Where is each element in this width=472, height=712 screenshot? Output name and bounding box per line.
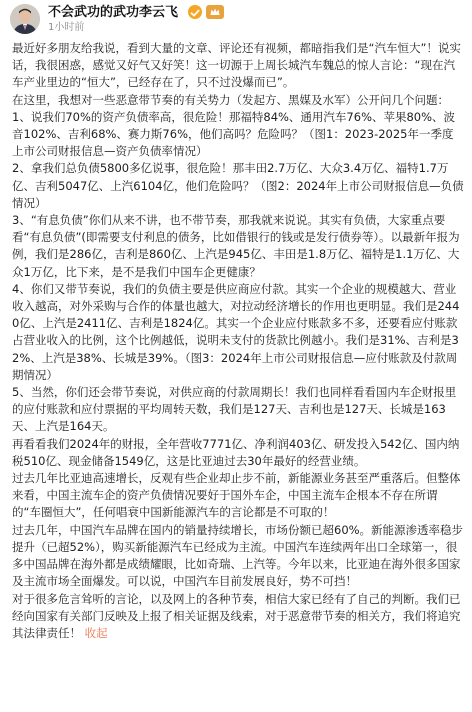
post-time: 1小时前 xyxy=(48,22,85,33)
post-paragraph-text: 对于很多危言耸听的言论，以及网上的各种节奏，相信大家已经有了自己的判断。我们已经向国家有关部门反映及上报了相关证据及线索，对于恶意带节奏的相关方，我们将追究其法律责任！ xyxy=(12,591,461,640)
post-paragraph: 再看看我们2024年的财报，全年营收7771亿、净利润403亿、研发投入542亿、国内纳税510亿、现金储备1549亿，这是比亚迪过去30年最好的经营业绩。 xyxy=(12,436,460,468)
post-body xyxy=(12,40,464,642)
vip-badge-icon xyxy=(206,5,224,19)
post-paragraph: 5、当然，你们还会带节奏说，对供应商的付款周期长！我们也同样看看国内车企财报里的应付账款和应付票据的平均周转天数，我们是127天、吉利也是127天、长城是163天、上汽是164天。 xyxy=(12,385,457,434)
author-name[interactable]: 不会武功的武功李云飞 xyxy=(48,5,179,20)
post-paragraph: 过去几年，中国汽车品牌在国内的销量持续增长，市场份额已超60%。新能源渗透率稳步提升（已超52%），购买新能源汽车已经成为主流。中国汽车连续两年出口全球第一，很多中国品牌在海外都是成绩耀眼，比如奇瑞、上汽等。今年以来，比亚迪在海外很多国家及主流市场全面爆发。可以说，中国汽车目前发展良好，势不可挡！ xyxy=(12,522,464,589)
post-paragraph-last xyxy=(12,591,464,643)
post-paragraph: 2、拿我们总负债5800多亿说事，很危险！那丰田2.7万亿、大众3.4万亿、福特1.7万亿、吉利5047亿、上汽6104亿，他们危险吗？（图2：2024年上市公司财报信息—负债情况） xyxy=(12,161,464,210)
post-paragraph: 在这里，我想对一些恶意带节奏的有关势力（发起方、黑媒及水军）公开问几个问题： xyxy=(12,92,449,107)
post-paragraph: 3、“有息负债”你们从来不讲，也不带节奏，那我就来说说。其实有负债，大家重点要看“有息负债”(即需要支付利息的债务，比如借银行的钱或是发行债券等）。以最新年报为例，我们是286亿，吉利是860亿、上汽是945亿、丰田是1.8万亿、福特是1.1万亿、大众1万亿，比下来，是不是我们中国车企更健康？ xyxy=(12,213,460,279)
post-paragraph: 最近好多朋友给我说，看到大量的文章、评论还有视频，都暗指我们是“汽车恒大”！说实话，我很困惑，感觉又好气又好笑！这一切源于上周长城汽车魏总的惊人言论：“现在汽车产业里边的“恒大”，已经存在了，只不过没爆而已”。 xyxy=(12,41,461,90)
post-paragraph: 4、你们又带节奏说，我们的负债主要是供应商应付款。其实一个企业的规模越大、营业收入越高，对外采购与合作的体量也越大，对拉动经济增长的作用也更明显。我们是2440亿、上汽是2411亿、吉利是1824亿。其实一个企业应付账款多不多，还要看应付账款占营业收入的比例，这个比例越低，说明未支付的货款比例越小。我们是31%、吉利是32%、上汽是38%、长城是39%。（图3：2024年上市公司财报信息—应付账款及付款周期情况） xyxy=(12,281,460,382)
collapse-link[interactable]: 收起 xyxy=(84,625,108,640)
post-paragraph: 过去几年比亚迪高速增长，反观有些企业却止步不前，新能源业务甚至严重落后。但整体来看，中国主流车企的资产负债情况要好于国外车企，中国主流车企根本不存在所谓的“车圈恒大”，任何唱衰中国新能源汽车的言论都是不可取的！ xyxy=(12,471,461,520)
verified-badge-icon xyxy=(188,5,202,19)
person-avatar-icon xyxy=(10,4,40,34)
avatar[interactable] xyxy=(10,4,40,34)
post-header xyxy=(0,0,472,38)
post-paragraph: 1、说我们70%的资产负债率高，很危险！那福特84%、通用汽车76%、苹果80%、波音102%、吉利68%、赛力斯76%，他们高吗？危险吗？（图1：2023-2025年一季度上市公司财报信息—资产负债率情况） xyxy=(12,109,456,159)
